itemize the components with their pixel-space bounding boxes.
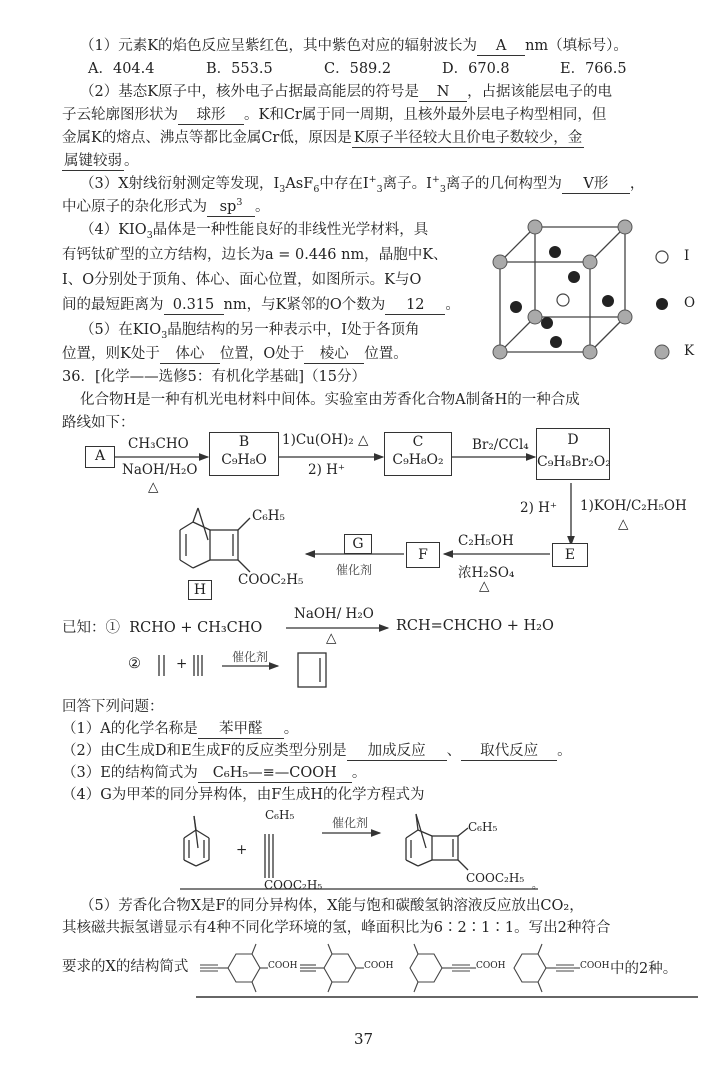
ab-reagent-top: CH₃CHO — [128, 436, 189, 452]
eq-alkyne-phenyl: C₆H₅ — [265, 808, 295, 822]
q3-sub: 3 — [279, 183, 286, 195]
eq-product-ester: COOC₂H₅ — [466, 871, 525, 885]
q5-text: 晶胞结构的另一种表示中，I处于各顶角 — [167, 322, 420, 338]
q3-text: 离子的几何构型为 — [445, 176, 562, 192]
known-r1-conditions: NaOH/ H₂O — [294, 606, 374, 622]
compound-b-label: B — [238, 434, 250, 450]
q2-answer1: N — [419, 84, 467, 102]
q4-sub: 3 — [146, 229, 153, 241]
ef-heat: △ — [479, 578, 490, 594]
option-c: C．589.2 — [324, 61, 392, 77]
q4-answer1: 0.315 — [164, 297, 224, 315]
a2-answer1: 加成反应 — [347, 743, 447, 761]
q4-answer2: 12 — [385, 297, 445, 315]
a2-tail: 。 — [557, 743, 572, 759]
q1-text: （1）元素K的焰色反应呈紫红色，其中紫色对应的辐射波长为 — [80, 38, 478, 54]
a2-sep: 、 — [446, 743, 462, 759]
q3-sub: 3 — [376, 183, 383, 195]
q3-text2b: 。 — [255, 199, 270, 215]
eq-end: 。 — [532, 880, 542, 891]
q3-text2: 中心原子的杂化形式为 — [62, 199, 207, 215]
q2-answer2: 球形 — [178, 107, 244, 125]
isomer1-cooh: COOH — [268, 961, 298, 971]
ef-reagent-top: C₂H₅OH — [458, 533, 514, 549]
compound-h-box: H — [188, 580, 212, 600]
q3-answer2-sup: 3 — [236, 197, 243, 209]
eq-alkyne-ester: COOC₂H₅ — [264, 878, 323, 892]
cd-reagent: Br₂/CCl₄ — [472, 437, 529, 453]
q5-text2c: 位置。 — [364, 346, 408, 362]
a1-answer: 苯甲醛 — [198, 721, 284, 739]
compound-d-formula: C₉H₈Br₂O₂ — [537, 454, 611, 470]
q3-text: 离子。I — [382, 176, 432, 192]
q5-answer2: 棱心 — [304, 346, 364, 364]
a2-text: （2）由C生成D和E生成F的反应类型分别是 — [62, 743, 347, 759]
q4-line3: I、O分别处于顶角、体心、面心位置，如图所示。K与O — [62, 272, 422, 288]
q1-tail: nm（填标号）。 — [525, 38, 628, 54]
compound-d-label: D — [567, 432, 579, 448]
q4-text4b: nm，与K紧邻的O个数为 — [223, 297, 386, 313]
compound-b-formula: C₉H₈O — [221, 452, 267, 468]
q4-text4c: 。 — [445, 297, 460, 313]
a2-answer2: 取代反应 — [461, 743, 557, 761]
q3-sub: 6 — [313, 183, 320, 195]
a3-answer: C₆H₅—≡—COOH — [198, 765, 352, 783]
q1-answer: A — [477, 38, 525, 56]
q2-text2b: 。K和Cr属于同一周期，且核外最外层电子构型相同，但 — [244, 107, 607, 123]
isomer3-cooh: COOH — [476, 961, 506, 971]
q5-answer1: 体心 — [160, 346, 220, 364]
a3-tail: 。 — [351, 765, 367, 781]
h-substituent-phenyl: C₆H₅ — [252, 508, 285, 524]
q3-text: （3）X射线衍射测定等发现，I — [80, 176, 280, 192]
answer-5-line2: 其核磁共振氢谱显示有4种不同化学环境的氢，峰面积比为6∶2∶1∶1。写出2种符合 — [62, 920, 611, 936]
q3-answer2: sp — [219, 199, 237, 215]
q3-sup: + — [431, 174, 440, 186]
answer-4: （4）G为甲苯的同分异构体，由F生成H的化学方程式为 — [62, 787, 425, 803]
q3-sub: 3 — [439, 183, 446, 195]
answer-5-line1: （5）芳香化合物X是F的同分异构体，X能与饱和碳酸氢钠溶液反应放出CO₂， — [80, 898, 584, 914]
ef-reagent-bottom: 浓H₂SO₄ — [458, 565, 515, 581]
q4-text: 晶体是一种性能良好的非线性光学材料，具 — [152, 222, 429, 238]
legend-o: O — [684, 295, 696, 311]
known-r2-plus: + — [176, 656, 188, 672]
q2-text3: 金属K的熔点、沸点等都比金属Cr低，原因是 — [62, 130, 352, 146]
eq-product-phenyl: C₆H₅ — [468, 820, 498, 834]
a5-tail: 中的2种。 — [610, 961, 678, 977]
compound-a-box: A — [85, 446, 115, 468]
known-label: 已知： — [62, 620, 106, 636]
fh-catalyst: 催化剂 — [336, 563, 373, 577]
question-36-heading: 36．[化学——选修5：有机化学基础]（15分） — [62, 369, 366, 385]
compound-c-formula: C₉H₈O₂ — [392, 452, 444, 468]
ab-reagent-bottom: NaOH/H₂O — [122, 462, 198, 478]
option-a: A．404.4 — [88, 61, 155, 77]
compound-e-box: E — [552, 543, 588, 567]
intro-line1: 化合物H是一种有机光电材料中间体。实验室由芳香化合物A制备H的一种合成 — [80, 392, 580, 408]
option-d: D．670.8 — [442, 61, 510, 77]
q3-answer1: V形 — [562, 176, 630, 194]
de-heat: △ — [618, 516, 629, 532]
known-r1-num: ① — [105, 620, 120, 636]
compound-c-label: C — [412, 434, 424, 450]
legend-i: I — [684, 248, 690, 264]
q3-text: AsF — [285, 176, 314, 192]
q5-sub: 3 — [161, 329, 168, 341]
de-reagent-right: 1)KOH/C₂H₅OH — [580, 498, 687, 514]
a5-text: 要求的X的结构简式 — [62, 959, 189, 975]
q3-sup: + — [368, 174, 377, 186]
compound-f-box: F — [406, 542, 440, 568]
q5-text2b: 位置，O处于 — [219, 346, 305, 362]
q3-text: 中存在I — [319, 176, 369, 192]
q2-text4: 。 — [124, 153, 139, 169]
q4-line2: 有钙钛矿型的立方结构，边长为a = 0.446 nm，晶胞中K、 — [62, 247, 448, 263]
compound-g-box: G — [344, 534, 372, 554]
q5-text: （5）在KIO — [80, 322, 162, 338]
page-number: 37 — [354, 1030, 374, 1048]
q2-text1b: ，占据该能层电子的电 — [467, 84, 613, 100]
ab-heat: △ — [148, 479, 159, 495]
known-r1-product: RCH=CHCHO + H₂O — [396, 618, 554, 634]
legend-k: K — [684, 343, 695, 359]
a1-tail: 。 — [283, 721, 299, 737]
option-e: E．766.5 — [560, 61, 627, 77]
known-r1-left: RCHO + CH₃CHO — [129, 620, 263, 636]
known-r1-heat: △ — [326, 630, 337, 646]
answer-header: 回答下列问题： — [62, 699, 164, 715]
isomer4-cooh: COOH — [580, 961, 610, 971]
de-reagent-left: 2) H⁺ — [520, 500, 558, 516]
a3-text: （3）E的结构简式为 — [62, 765, 198, 781]
q3-text: ， — [629, 176, 645, 192]
q5-text2: 位置，则K处于 — [62, 346, 160, 362]
h-substituent-ester: COOC₂H₅ — [238, 572, 304, 588]
q4-text4: 间的最短距离为 — [62, 297, 164, 313]
isomer2-cooh: COOH — [364, 961, 394, 971]
q2-answer3b: 属键较弱 — [64, 153, 122, 169]
known-r2-catalyst: 催化剂 — [232, 650, 269, 664]
q2-answer3a: K原子半径较大且价电子数较少，金 — [353, 130, 583, 146]
known-r2-num: ② — [128, 656, 141, 672]
eq-catalyst: 催化剂 — [332, 816, 369, 830]
option-b: B．553.5 — [206, 61, 273, 77]
q2-text1: （2）基态K原子中，核外电子占据最高能层的符号是 — [80, 84, 420, 100]
q4-text: （4）KIO — [80, 222, 147, 238]
bc-reagent-bottom: 2) H⁺ — [308, 462, 346, 478]
a1-text: （1）A的化学名称是 — [62, 721, 198, 737]
q2-text2: 子云轮廓图形状为 — [62, 107, 178, 123]
eq-plus: + — [236, 842, 248, 858]
intro-line2: 路线如下： — [62, 415, 135, 431]
bc-reagent-top: 1)Cu(OH)₂ △ — [282, 432, 369, 448]
